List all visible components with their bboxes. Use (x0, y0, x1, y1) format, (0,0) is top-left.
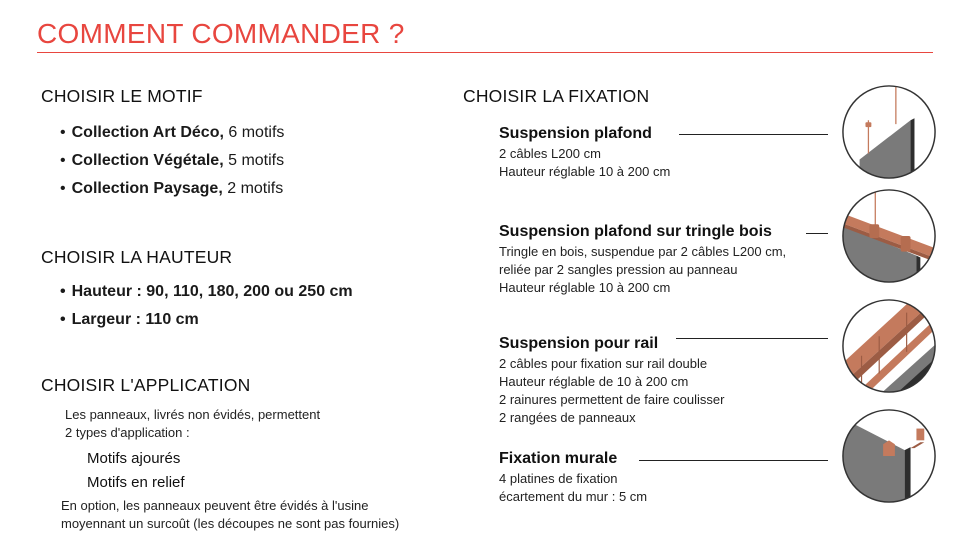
wood-rod-suspension-icon (840, 187, 938, 285)
hauteur-heading: CHOISIR LA HAUTEUR (41, 247, 233, 267)
fixation-desc-murale: 4 platines de fixation écartement du mur : 5 cm (499, 471, 648, 504)
application-heading: CHOISIR L'APPLICATION (41, 375, 251, 395)
motif-heading: CHOISIR LE MOTIF (41, 86, 203, 106)
ceiling-suspension-icon (840, 83, 938, 181)
leader-line (676, 338, 828, 339)
title-divider (37, 52, 933, 53)
application-intro: Les panneaux, livrés non évidés, permettent 2 types d'application : (65, 407, 321, 440)
rail-suspension-icon (840, 297, 938, 395)
application-type-relief: Motifs en relief (87, 474, 185, 491)
motif-list (60, 119, 284, 203)
list-item: • Collection Art Déco, 6 motifs (60, 119, 284, 147)
wall-mount-icon (840, 407, 938, 505)
fixation-title-plafond: Suspension plafond (499, 125, 652, 142)
leader-line (679, 134, 828, 135)
fixation-desc-tringle: Tringle en bois, suspendue par 2 câbles L200 cm, reliée par 2 sangles pression au panneau Hauteur réglable 10 à 200 cm (499, 244, 787, 295)
fixation-desc-plafond: 2 câbles L200 cm Hauteur réglable 10 à 200 cm (499, 146, 671, 179)
application-type-ajoures: Motifs ajourés (87, 450, 181, 467)
fixation-desc-rail: 2 câbles pour fixation sur rail double Hauteur réglable de 10 à 200 cm 2 rainures permettent de faire coulisser 2 rangées de panneaux (499, 356, 725, 425)
hauteur-list (60, 278, 353, 334)
list-item: • Hauteur : 90, 110, 180, 200 ou 250 cm (60, 278, 353, 306)
page-title: COMMENT COMMANDER ? (37, 18, 405, 49)
application-option-note: En option, les panneaux peuvent être évidés à l'usine moyennant un surcoût (les découpes ne sont pas fournies) (61, 498, 400, 531)
leader-line (639, 460, 828, 461)
list-item: • Largeur : 110 cm (60, 306, 353, 334)
leader-line (806, 233, 828, 234)
list-item: • Collection Végétale, 5 motifs (60, 147, 284, 175)
fixation-title-murale: Fixation murale (499, 450, 618, 467)
list-item: • Collection Paysage, 2 motifs (60, 175, 284, 203)
fixation-heading: CHOISIR LA FIXATION (463, 86, 650, 106)
fixation-title-rail: Suspension pour rail (499, 335, 659, 352)
fixation-title-tringle: Suspension plafond sur tringle bois (499, 223, 772, 240)
